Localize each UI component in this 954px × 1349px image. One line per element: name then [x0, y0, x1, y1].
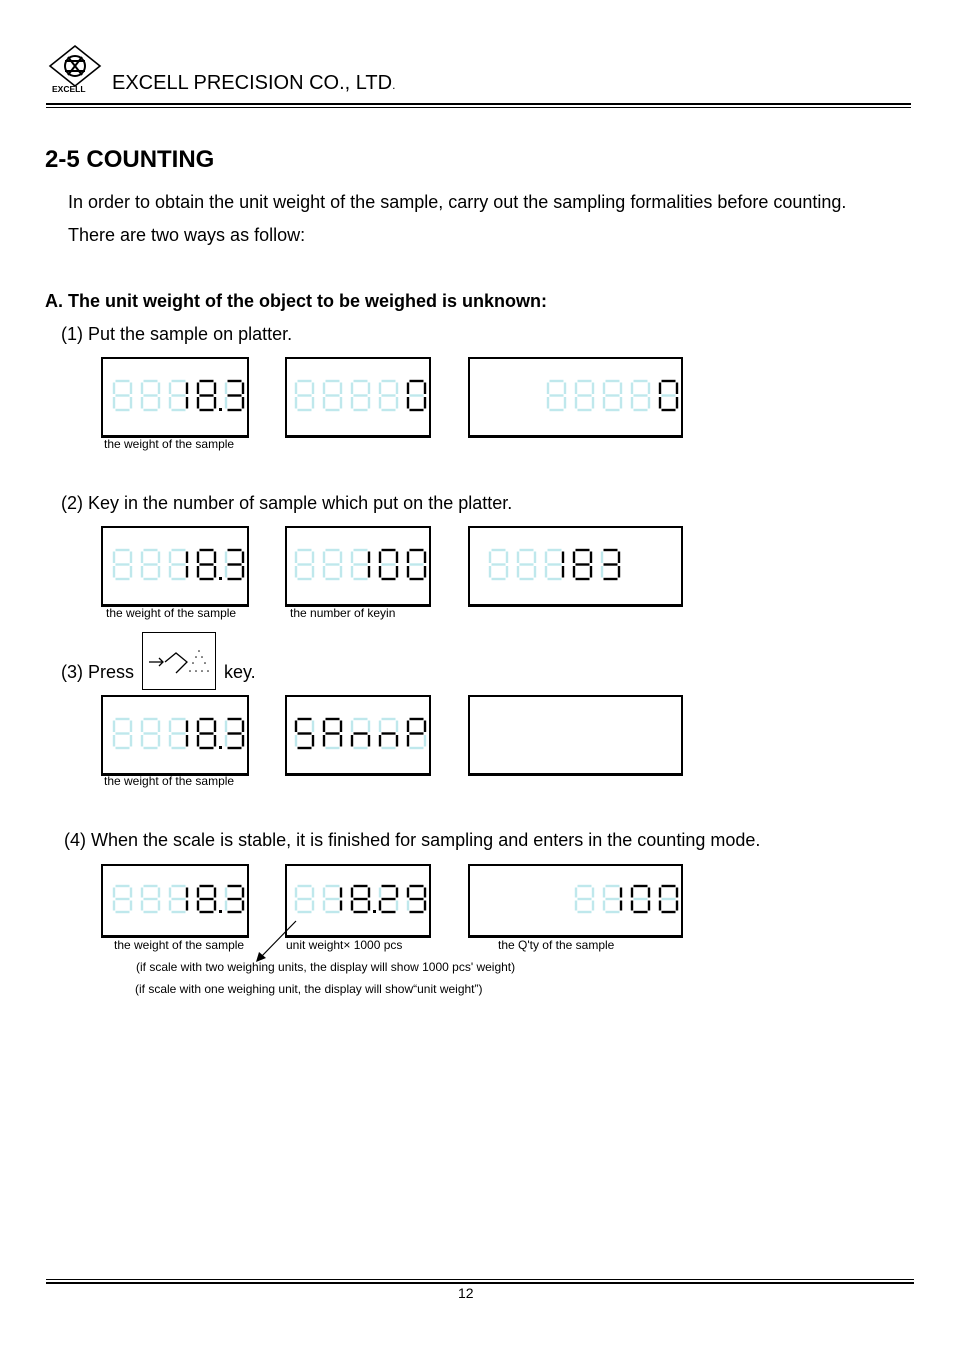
intro-line-2: There are two ways as follow:	[68, 225, 306, 245]
caption-weight-of-sample: the weight of the sample	[114, 938, 245, 952]
quantity-display	[468, 526, 683, 607]
display-digit	[546, 550, 563, 579]
blank-digit	[548, 381, 565, 410]
blank-digit	[142, 550, 159, 579]
blank-digit	[142, 886, 159, 912]
unit-weight-display	[285, 864, 431, 938]
blank-digit	[114, 719, 131, 748]
blank-digit	[380, 381, 397, 410]
blank-digit	[632, 381, 649, 410]
display-digit	[198, 719, 222, 749]
step-3-suffix: key.	[224, 662, 256, 682]
count-display	[285, 695, 431, 776]
step-2-text: (2) Key in the number of sample which put on the platter.	[61, 493, 513, 513]
step-4-text: (4) When the scale is stable, it is finished for sampling and enters in the counting mode.	[64, 830, 761, 850]
display-digit	[170, 719, 187, 748]
display-digit	[352, 550, 369, 579]
caption-weight-of-sample: the weight of the sample	[104, 437, 235, 451]
blank-digit	[324, 550, 341, 579]
step-1-text: (1) Put the sample on platter.	[61, 324, 293, 344]
step-3-prefix: (3) Press	[61, 662, 135, 682]
display-digit	[198, 550, 222, 580]
display-digit	[408, 719, 425, 748]
company-logo	[46, 44, 104, 94]
display-digit	[352, 886, 376, 913]
blank-digit	[604, 381, 621, 410]
display-digit	[602, 550, 619, 579]
blank-digit	[296, 550, 313, 579]
decimal-point	[219, 910, 222, 913]
footer-rule-thick	[46, 1282, 914, 1284]
blank-digit	[352, 381, 369, 410]
blank-digit	[576, 381, 593, 410]
display-digit	[380, 886, 397, 912]
arrow-into-diamond-icon	[143, 633, 215, 689]
display-digit	[574, 550, 591, 579]
display-digit	[226, 550, 243, 579]
weight-display	[101, 526, 249, 607]
display-digit	[226, 719, 243, 748]
display-digit	[324, 719, 341, 748]
display-digit	[296, 719, 313, 748]
caption-number-of-keyin: the number of keyin	[290, 606, 396, 620]
note-one-unit: (if scale with one weighing unit, the display will show“unit weight”)	[135, 982, 483, 996]
quantity-display	[468, 357, 683, 438]
display-digit	[226, 381, 243, 410]
blank-digit	[114, 886, 131, 912]
display-digit	[408, 886, 425, 912]
display-digit	[170, 886, 187, 912]
caption-weight-of-sample: the weight of the sample	[106, 606, 237, 620]
display-digit	[170, 550, 187, 579]
blank-digit	[142, 719, 159, 748]
blank-digit	[114, 550, 131, 579]
display-digit	[198, 381, 222, 411]
logo-text: EXCELL	[52, 84, 86, 94]
section-title: 2-5 COUNTING	[45, 146, 215, 173]
display-digit	[632, 886, 649, 912]
display-digit	[380, 550, 397, 579]
weight-display	[101, 357, 249, 438]
display-digit	[324, 886, 341, 912]
weight-display	[101, 864, 249, 938]
caption-qty-of-sample: the Q'ty of the sample	[498, 938, 615, 952]
count-display	[285, 526, 431, 607]
decimal-point	[373, 910, 376, 913]
blank-digit	[576, 886, 593, 912]
decimal-point	[219, 408, 222, 411]
display-digit	[660, 886, 677, 912]
blank-digit	[114, 381, 131, 410]
page-number: 12	[458, 1285, 474, 1301]
pointer-arrow-icon	[250, 918, 300, 964]
weight-display	[101, 695, 249, 776]
intro-line-1: In order to obtain the unit weight of the sample, carry out the sampling formalities before counting.	[68, 192, 847, 212]
header-rule-thick	[46, 103, 911, 105]
display-digit	[604, 886, 621, 912]
quantity-display	[468, 864, 683, 938]
blank-digit	[296, 381, 313, 410]
company-name: EXCELL PRECISION CO., LTD.	[112, 72, 396, 94]
decimal-point	[219, 746, 222, 749]
display-digit	[170, 381, 187, 410]
subsection-a-heading: A. The unit weight of the object to be weighed is unknown:	[45, 291, 547, 311]
blank-digit	[142, 381, 159, 410]
display-digit	[408, 550, 425, 579]
display-digit	[352, 719, 369, 748]
blank-digit	[490, 550, 507, 579]
display-digit	[226, 886, 243, 912]
blank-digit	[296, 886, 313, 912]
display-digit	[660, 381, 677, 410]
note-two-units: (if scale with two weighing units, the display will show 1000 pcs' weight)	[136, 960, 516, 974]
quantity-display	[468, 695, 683, 776]
display-digit	[408, 381, 425, 410]
footer-rule-thin	[46, 1279, 914, 1280]
blank-digit	[518, 550, 535, 579]
caption-weight-of-sample: the weight of the sample	[104, 774, 235, 788]
header-rule-thin	[46, 107, 911, 108]
display-digit	[380, 719, 397, 748]
caption-unit-weight: unit weight× 1000 pcs	[286, 938, 403, 952]
blank-digit	[324, 381, 341, 410]
decimal-point	[219, 577, 222, 580]
display-digit	[198, 886, 222, 913]
count-display	[285, 357, 431, 438]
sample-key-button[interactable]	[142, 632, 216, 690]
